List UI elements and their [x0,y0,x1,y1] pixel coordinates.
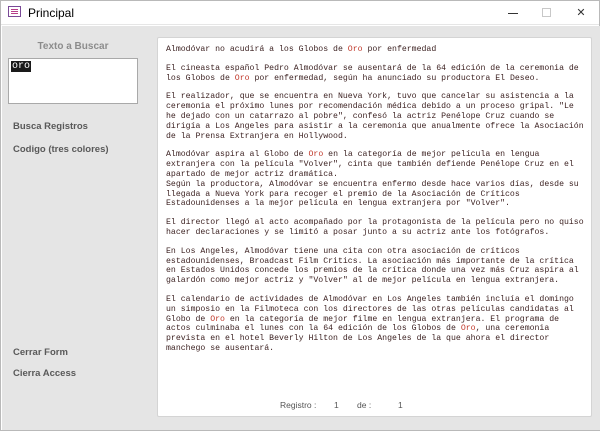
search-field[interactable] [8,58,138,104]
article-paragraph: El calendario de actividades de Almodóvar en Los Angeles también incluía el domingo un simposio en la Filmoteca con los directores de las otras películas candidatas al Globo de Oro en la categoría de mejor filme en lengua extranjera. El programa de actos culminaba el lunes con la 64 edición de los Globos de Oro, una ceremonia prevista en el hotel Beverly Hilton de Los Angeles de la que ahora el director manchego se ausentará. [166,294,574,353]
article-paragraph: Almodóvar aspira al Globo de Oro en la categoría de mejor película en lengua extranjera con la película "Volver", cinta que también defiende Penélope Cruz en el apartado de mejor actriz dramática. Según la productora, Almodóvar se encuentra enfermo desde hace varios días, desde su llegada a Nueva York para recoger el premio de la Asociación de Críticos Estadounidenses a la mejor película en lengua extranjera por "Volver". [166,150,579,209]
minimize-button[interactable] [498,1,528,25]
cierra-access-button[interactable]: Cierra Access [13,368,77,379]
registro-value: 1 [334,400,339,410]
maximize-icon [542,8,551,17]
search-label: Texto a Buscar [37,41,109,52]
cerrar-form-button[interactable]: Cerrar Form [13,347,68,358]
form-icon [8,6,21,17]
de-label: de : [357,400,372,410]
search-input[interactable]: oro [12,61,31,72]
close-button[interactable] [566,1,596,25]
title-bar[interactable] [1,1,599,25]
article-headline: Almodóvar no acudirá a los Globos de Oro por enfermedad [166,45,437,54]
record-navigation [158,398,593,412]
content-area [144,26,600,430]
article-panel [157,37,592,417]
article-paragraph: El cineasta español Pedro Almodóvar se ausentará de la 64 edición de la ceremonia de los Globos de Oro por enfermedad, según ha anunciado su productora El Deseo. [166,63,579,83]
window-title: Principal [28,6,75,20]
highlight-word: Oro [210,314,225,324]
article-text[interactable] [166,45,584,390]
highlight-word: Oro [308,150,324,160]
article-paragraph: El director llegó al acto acompañado por la protagonista de la película pero no quiso hacer declaraciones y se limitó a posar junto a su actriz ante los fotógrafos. [166,218,584,237]
maximize-button[interactable] [532,1,562,25]
article-paragraph: El realizador, que se encuentra en Nueva York, tuvo que cancelar su asistencia a la ceremonia el próximo lunes por recomendación médica debido a un proceso gripal. "Le he dejado con un catarrazo al pobre", confesó la actriz Penélope Cruz cuando se dirigía a Los Angeles para asistir a la ceremonia que anualmente ofrece la Asociación de la Prensa Extranjera en Hollywood. [166,92,584,141]
article-paragraph: En Los Angeles, Almodóvar tiene una cita con otra asociación de críticos estadounidenses, Broadcast Film Critics. La asociación más importante de la crítica en Estados Unidos concede los premios de la crítica donde una vez más Cruz aspira al galardón como mejor actriz y "Volver" al de mejor película en lengua extranjera. [166,246,579,286]
busca-registros-button[interactable]: Busca Registros [13,121,88,132]
minimize-icon [508,13,518,14]
registro-label: Registro : [280,400,317,410]
highlight-word: Oro [234,73,250,83]
highlight-word: Oro [347,45,363,54]
de-value: 1 [398,400,403,410]
close-icon: ✕ [576,6,586,19]
codigo-tres-colores-button[interactable]: Codigo (tres colores) [13,144,109,155]
highlight-word: Oro [460,324,476,334]
left-panel [2,26,144,430]
